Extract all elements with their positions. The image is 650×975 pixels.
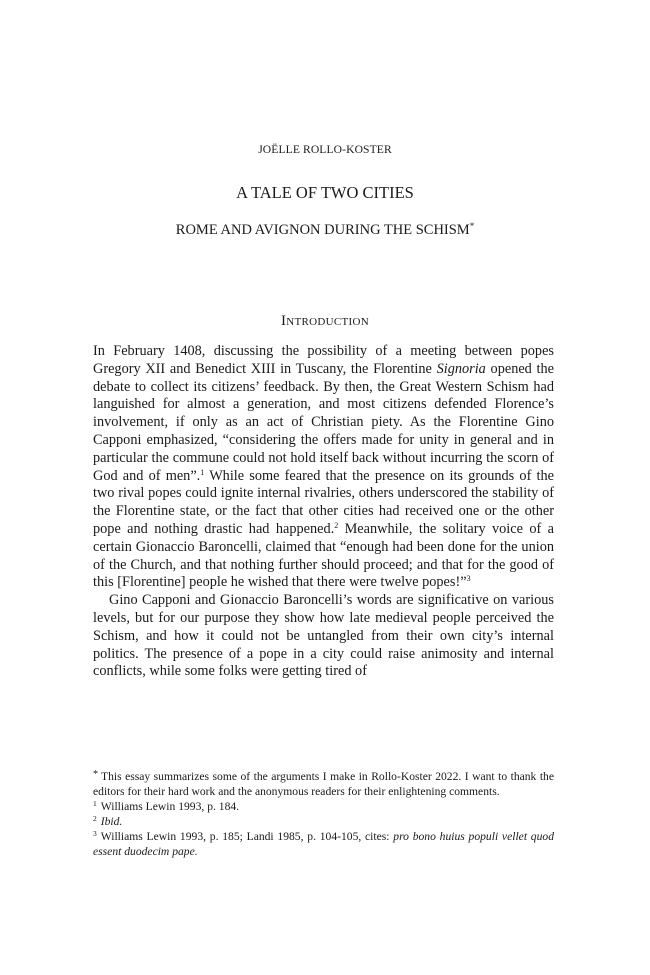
footnote-ref-2[interactable]: 2 bbox=[334, 520, 339, 530]
footnote-3-italic: pro bono huius populi vellet quod essent duodecim pape. bbox=[93, 830, 554, 858]
body-text bbox=[93, 343, 554, 681]
subtitle-text: ROME AND AVIGNON DURING THE SCHISM bbox=[175, 222, 470, 238]
paragraph-1 bbox=[93, 343, 554, 592]
p1-text-a: In February 1408, discussing the possibility of a meeting between popes Gregory XII and Benedict XIII in Tuscany, the Florentine bbox=[93, 343, 554, 377]
footnote-ref-1[interactable]: 1 bbox=[200, 467, 205, 477]
p1-text-b: opened the debate to collect its citizens’ feedback. By then, the Great Western Schism had languished for almost a generation, and most citizens defended Florence’s involvement, if only as an act of Christian piety. As the Florentine Gino Capponi emphasized, “considering the offers made for unity in general and in particular the commune could not hold itself back without incurring the scorn of God and of men”. bbox=[93, 360, 555, 484]
p1-text-d: Meanwhile, the solitary voice of a certain Gionaccio Baroncelli, claimed that “enough had been done for the union of the Church, and that nothing further should proceed; and that for the good of this [Florentine] people he wished that there were twelve popes!” bbox=[93, 520, 554, 591]
footnote-3 bbox=[93, 829, 554, 859]
p1-italic-signoria: Signoria bbox=[436, 360, 486, 377]
footnotes bbox=[93, 769, 554, 859]
section-heading: Introduction bbox=[280, 313, 370, 329]
footnote-3-text: Williams Lewin 1993, p. 185; Landi 1985, p. 104-105, cites: bbox=[100, 830, 394, 843]
footnote-1-mark: 1 bbox=[93, 799, 97, 808]
footnote-star-text: This essay summarizes some of the arguments I make in Rollo-Koster 2022. I want to thank the editors for their hard work and the anonymous readers for their enlightening comments. bbox=[93, 770, 554, 798]
paragraph-2: Gino Capponi and Gionaccio Baroncelli’s words are significative on various levels, but for our purpose they show how late medieval people perceived the Schism, and how it could not be untangled from their own city’s internal politics. The presence of a pope in a city could raise animosity and internal conflicts, while some folks were getting tired of bbox=[93, 592, 554, 680]
footnote-1-text: Williams Lewin 1993, p. 184. bbox=[100, 800, 240, 813]
footnote-3-mark: 3 bbox=[93, 829, 97, 838]
p1-text-c: While some feared that the presence on its grounds of the two rival popes could ignite internal rivalries, others underscored the stability of the Florentine state, or the fact that other cities had received one or the other pope and nothing drastic had happened. bbox=[93, 467, 554, 537]
subtitle-footnote-mark: * bbox=[469, 221, 475, 231]
footnote-star-mark: * bbox=[93, 769, 98, 780]
footnote-2-text: Ibid. bbox=[100, 815, 123, 828]
footnote-ref-3[interactable]: 3 bbox=[466, 574, 471, 584]
footnote-1 bbox=[93, 799, 554, 814]
footnote-2 bbox=[93, 814, 554, 829]
author-name: JOËLLE ROLLO-KOSTER bbox=[258, 143, 392, 156]
footnote-star bbox=[93, 769, 554, 799]
article-subtitle bbox=[0, 222, 650, 239]
article-title: A TALE OF TWO CITIES bbox=[236, 183, 414, 202]
footnote-2-mark: 2 bbox=[93, 814, 97, 823]
